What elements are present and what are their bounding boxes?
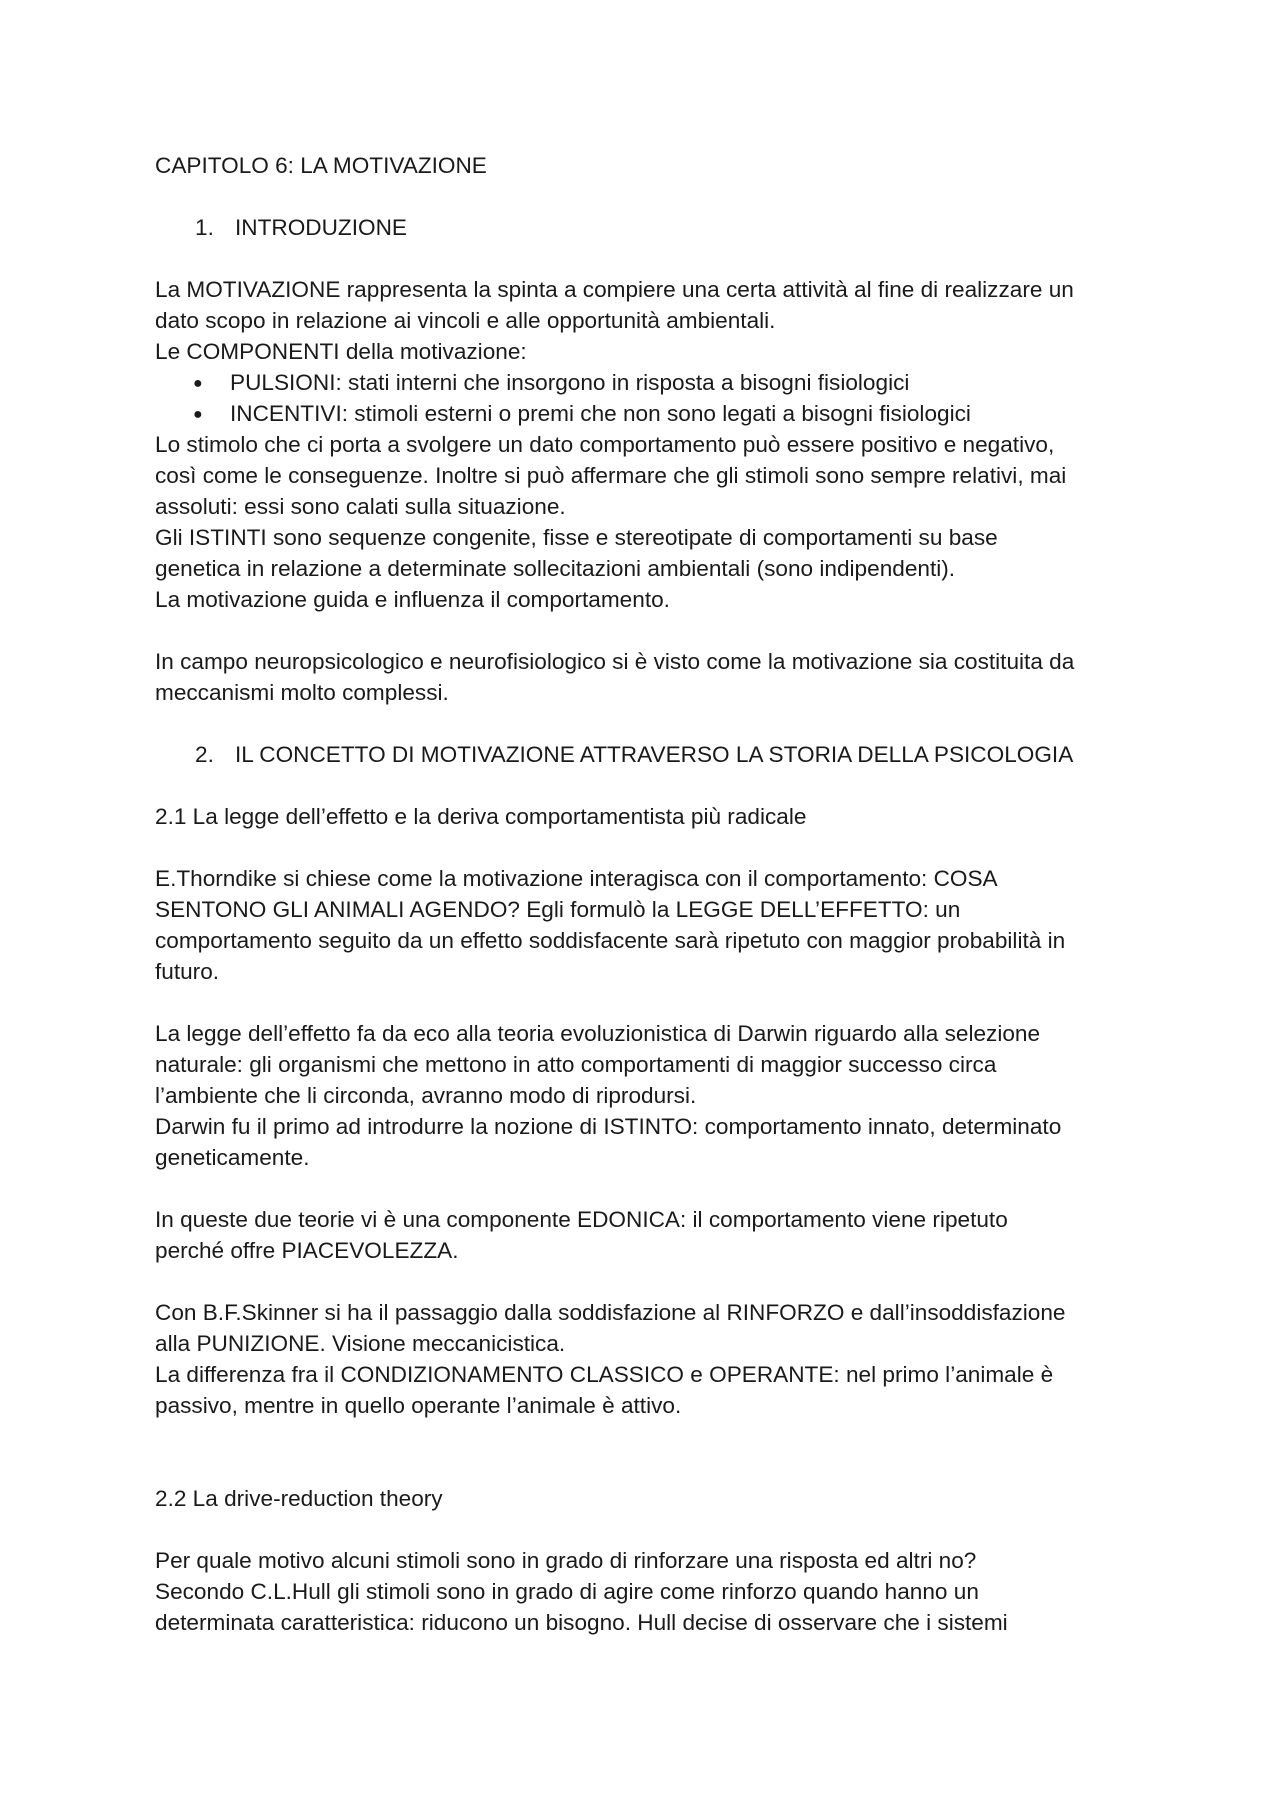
text-line: assoluti: essi sono calati sulla situazione. xyxy=(155,494,566,519)
paragraph-thorndike xyxy=(155,863,1155,987)
bullet-icon: ● xyxy=(193,406,203,423)
spacer xyxy=(155,770,1155,801)
text-line: comportamento seguito da un effetto soddisfacente sarà ripetuto con maggior probabilità in xyxy=(155,928,1066,953)
section-number: 2. xyxy=(195,742,214,767)
spacer xyxy=(155,987,1155,1018)
section-heading-2 xyxy=(155,739,1155,770)
text-line: La legge dell’effetto fa da eco alla teoria evoluzionistica di Darwin riguardo alla selezione xyxy=(155,1021,1041,1046)
spacer xyxy=(155,708,1155,739)
document-page xyxy=(155,150,1155,1638)
section-number: 1. xyxy=(195,215,214,240)
text-line: Le COMPONENTI della motivazione: xyxy=(155,339,527,364)
text-line: Darwin fu il primo ad introdurre la nozione di ISTINTO: comportamento innato, determinato xyxy=(155,1114,1062,1139)
text-line: geneticamente. xyxy=(155,1145,310,1170)
section-heading-1 xyxy=(155,212,1155,243)
text-line: perché offre PIACEVOLEZZA. xyxy=(155,1238,459,1263)
paragraph-skinner xyxy=(155,1297,1155,1421)
spacer xyxy=(155,1421,1155,1483)
chapter-title: CAPITOLO 6: LA MOTIVAZIONE xyxy=(155,153,487,178)
list-item xyxy=(155,398,1155,429)
text-line: meccanismi molto complessi. xyxy=(155,680,449,705)
text-line: determinata caratteristica: riducono un bisogno. Hull decise di osservare che i sistemi xyxy=(155,1610,1008,1635)
bullet-icon: ● xyxy=(193,375,203,392)
spacer xyxy=(155,1514,1155,1545)
section-title: IL CONCETTO DI MOTIVAZIONE ATTRAVERSO LA STORIA DELLA PSICOLOGIA xyxy=(235,742,1074,767)
spacer xyxy=(155,832,1155,863)
text-line: l’ambiente che li circonda, avranno modo di riprodursi. xyxy=(155,1083,697,1108)
paragraph-darwin xyxy=(155,1018,1155,1173)
paragraph-neuropsicologico xyxy=(155,646,1155,708)
paragraph-stimolo xyxy=(155,429,1155,615)
text-line: E.Thorndike si chiese come la motivazione interagisca con il comportamento: COSA xyxy=(155,866,998,891)
section-title: INTRODUZIONE xyxy=(235,215,407,240)
text-line: In queste due teorie vi è una componente EDONICA: il comportamento viene ripetuto xyxy=(155,1207,1008,1232)
subsection-heading-2-1: 2.1 La legge dell’effetto e la deriva comportamentista più radicale xyxy=(155,804,807,829)
text-line: In campo neuropsicologico e neurofisiologico si è visto come la motivazione sia costituita da xyxy=(155,649,1075,674)
paragraph-edonica xyxy=(155,1204,1155,1266)
text-line: passivo, mentre in quello operante l’animale è attivo. xyxy=(155,1393,682,1418)
text-line: Con B.F.Skinner si ha il passaggio dalla soddisfazione al RINFORZO e dall’insoddisfazione xyxy=(155,1300,1066,1325)
paragraph-hull xyxy=(155,1545,1155,1638)
bullet-list-componenti xyxy=(155,367,1155,429)
list-item xyxy=(155,367,1155,398)
text-line: La differenza fra il CONDIZIONAMENTO CLASSICO e OPERANTE: nel primo l’animale è xyxy=(155,1362,1054,1387)
list-item-text: PULSIONI: stati interni che insorgono in risposta a bisogni fisiologici xyxy=(230,370,910,395)
spacer xyxy=(155,1266,1155,1297)
text-line: La motivazione guida e influenza il comportamento. xyxy=(155,587,670,612)
text-line: naturale: gli organismi che mettono in atto comportamenti di maggior successo circa xyxy=(155,1052,997,1077)
text-line: La MOTIVAZIONE rappresenta la spinta a compiere una certa attività al fine di realizzare un xyxy=(155,277,1074,302)
text-line: così come le conseguenze. Inoltre si può affermare che gli stimoli sono sempre relativi, mai xyxy=(155,463,1067,488)
text-line: Per quale motivo alcuni stimoli sono in grado di rinforzare una risposta ed altri no? xyxy=(155,1548,977,1573)
text-line: Gli ISTINTI sono sequenze congenite, fisse e stereotipate di comportamenti su base xyxy=(155,525,998,550)
list-item-text: INCENTIVI: stimoli esterni o premi che non sono legati a bisogni fisiologici xyxy=(230,401,971,426)
text-line: genetica in relazione a determinate sollecitazioni ambientali (sono indipendenti). xyxy=(155,556,956,581)
text-line: SENTONO GLI ANIMALI AGENDO? Egli formulò la LEGGE DELL’EFFETTO: un xyxy=(155,897,961,922)
spacer xyxy=(155,1173,1155,1204)
spacer xyxy=(155,181,1155,212)
text-line: Secondo C.L.Hull gli stimoli sono in grado di agire come rinforzo quando hanno un xyxy=(155,1579,979,1604)
spacer xyxy=(155,243,1155,274)
paragraph-motivazione xyxy=(155,274,1155,367)
text-line: alla PUNIZIONE. Visione meccanicistica. xyxy=(155,1331,566,1356)
subsection-heading-2-2: 2.2 La drive-reduction theory xyxy=(155,1486,443,1511)
text-line: futuro. xyxy=(155,959,220,984)
spacer xyxy=(155,615,1155,646)
text-line: Lo stimolo che ci porta a svolgere un dato comportamento può essere positivo e negativo, xyxy=(155,432,1055,457)
text-line: dato scopo in relazione ai vincoli e alle opportunità ambientali. xyxy=(155,308,776,333)
